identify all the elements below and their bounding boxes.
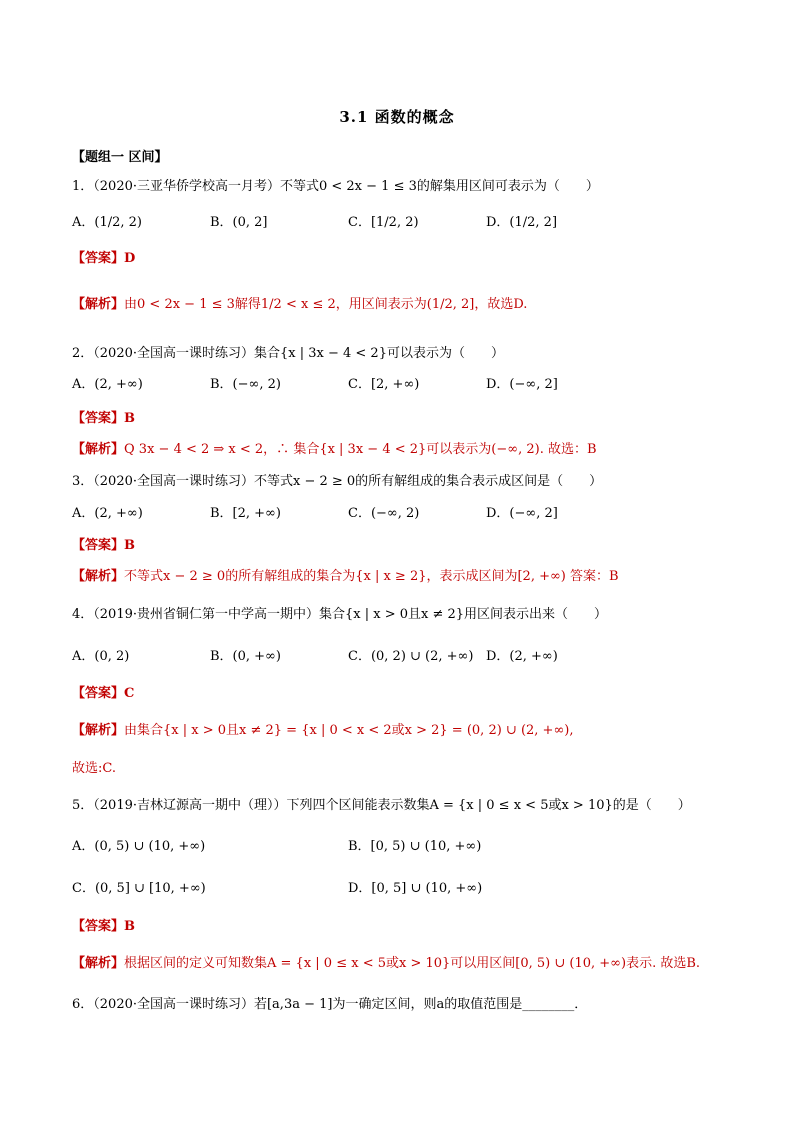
question-1-option-c: C．[1/2, 2): [348, 215, 419, 230]
question-1-analysis: 【解析】由0 < 2x − 1 ≤ 3解得1/2 < x ≤ 2，用区间表示为(1/2, 2]，故选D.: [72, 297, 528, 312]
question-4-analysis: 【解析】由集合{x | x > 0且x ≠ 2} = {x | 0 < x < 2或x > 2} = (0, 2) ∪ (2, +∞),: [72, 723, 574, 738]
question-4-answer: 【答案】C: [72, 686, 135, 701]
question-6-stem: 6．（2020·全国高一课时练习）若[a,3a − 1]为一确定区间，则a的取值范围是________．: [72, 997, 588, 1012]
question-5-option-c: C．(0, 5] ∪ [10, +∞): [72, 881, 206, 896]
question-3-option-d: D．(−∞, 2]: [486, 506, 558, 521]
question-2-answer: 【答案】B: [72, 411, 136, 426]
section-heading: 【题组一 区间】: [72, 150, 168, 165]
question-2-option-b: B．(−∞, 2): [210, 377, 281, 392]
page-title: 3.1 函数的概念: [339, 108, 455, 126]
question-3-answer: 【答案】B: [72, 538, 136, 553]
question-4-analysis-conclusion: 故选:C.: [72, 761, 116, 776]
question-4-option-b: B．(0, +∞): [210, 649, 281, 664]
question-2-option-c: C．[2, +∞): [348, 377, 420, 392]
question-2-option-a: A．(2, +∞): [72, 377, 143, 392]
question-4-option-a: A．(0, 2): [72, 649, 130, 664]
question-4-option-c: C．(0, 2) ∪ (2, +∞): [348, 649, 474, 664]
question-5-answer: 【答案】B: [72, 919, 136, 934]
question-1-option-b: B．(0, 2]: [210, 215, 268, 230]
question-3-stem: 3．（2020·全国高一课时练习）不等式x − 2 ≥ 0的所有解组成的集合表示成区间是（ ）: [72, 474, 603, 489]
question-3-analysis: 【解析】不等式x − 2 ≥ 0的所有解组成的集合为{x | x ≥ 2}，表示成区间为[2, +∞) 答案：B: [72, 569, 619, 584]
question-5-analysis: 【解析】根据区间的定义可知数集A = {x | 0 ≤ x < 5或x > 10}可以用区间[0, 5) ∪ (10, +∞)表示. 故选B.: [72, 956, 701, 971]
question-1-answer: 【答案】D: [72, 251, 136, 266]
question-3-option-b: B．[2, +∞): [210, 506, 281, 521]
question-2-stem: 2．（2020·全国高一课时练习）集合{x | 3x − 4 < 2}可以表示为（ ）: [72, 346, 504, 361]
question-5-option-a: A．(0, 5) ∪ (10, +∞): [72, 839, 206, 854]
question-2-option-d: D．(−∞, 2]: [486, 377, 558, 392]
question-1-stem: 1．（2020·三亚华侨学校高一月考）不等式0 < 2x − 1 ≤ 3的解集用区间可表示为（ ）: [72, 179, 599, 194]
question-3-option-c: C．(−∞, 2): [348, 506, 420, 521]
question-1-option-d: D．(1/2, 2]: [486, 215, 558, 230]
question-5-option-d: D．[0, 5] ∪ (10, +∞): [348, 881, 483, 896]
question-1-option-a: A．(1/2, 2): [72, 215, 142, 230]
question-2-analysis: 【解析】Q 3x − 4 < 2 ⇒ x < 2，∴ 集合{x | 3x − 4 < 2}可以表示为(−∞, 2). 故选：B: [72, 442, 597, 457]
question-5-stem: 5．（2019·吉林辽源高一期中（理））下列四个区间能表示数集A = {x | 0 ≤ x < 5或x > 10}的是（ ）: [72, 798, 691, 813]
question-5-option-b: B．[0, 5) ∪ (10, +∞): [348, 839, 482, 854]
question-4-stem: 4．（2019·贵州省铜仁第一中学高一期中）集合{x | x > 0且x ≠ 2}用区间表示出来（ ）: [72, 607, 608, 622]
question-3-option-a: A．(2, +∞): [72, 506, 143, 521]
question-4-option-d: D．(2, +∞): [486, 649, 558, 664]
